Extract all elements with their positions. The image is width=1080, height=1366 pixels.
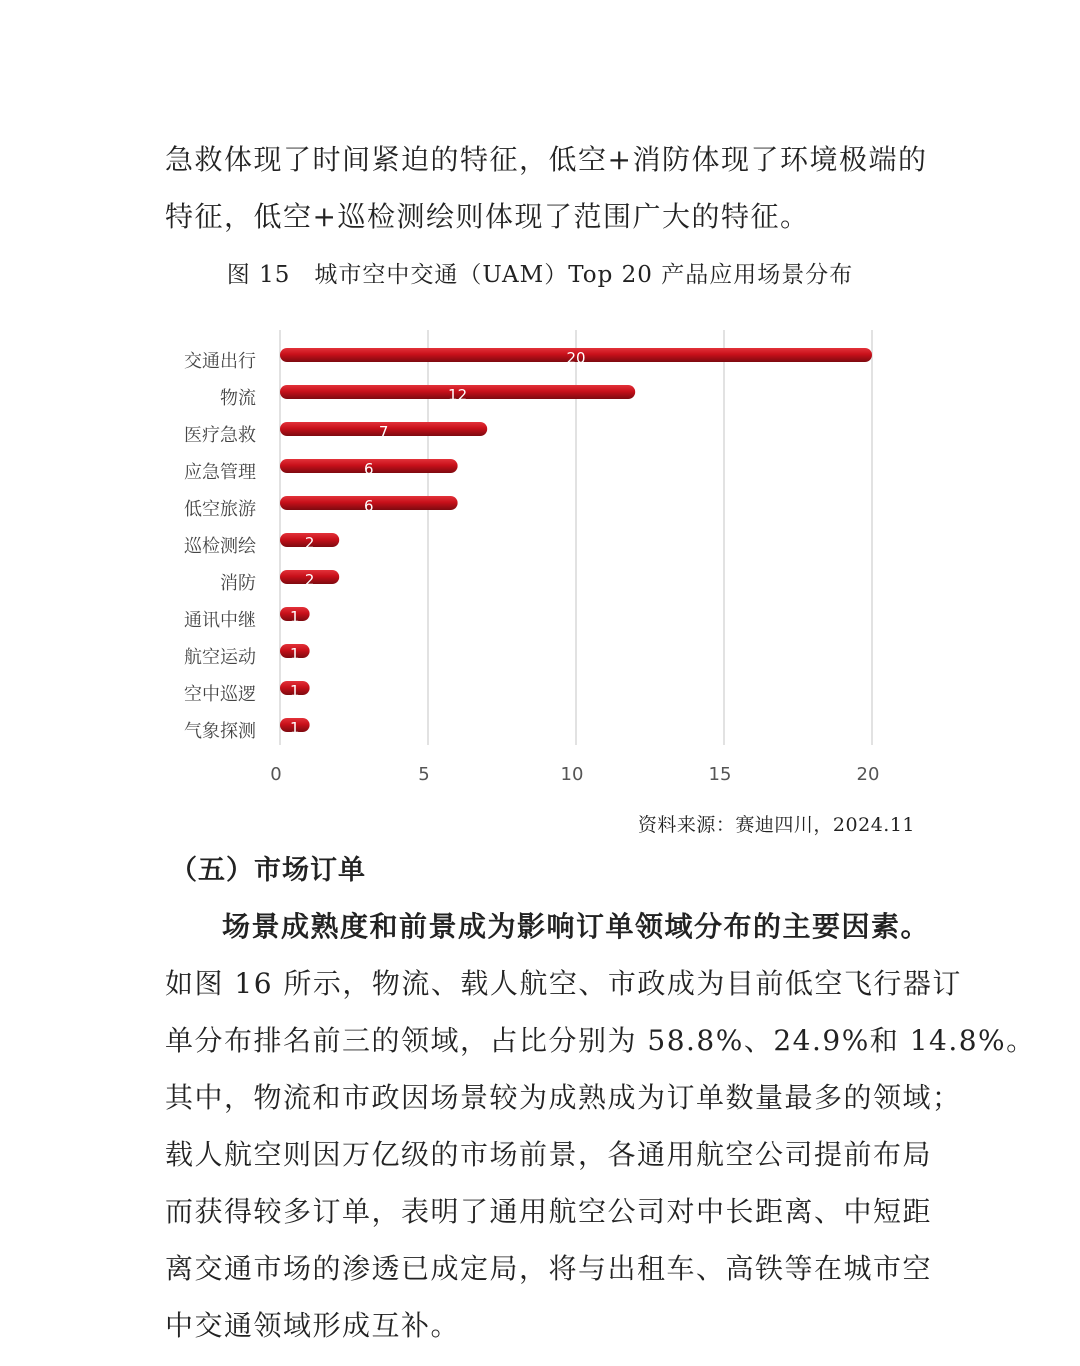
figure-caption: 图 15 城市空中交通（UAM）Top 20 产品应用场景分布 <box>226 262 854 288</box>
category-label: 空中巡逻 <box>184 684 256 705</box>
bar-value-label: 6 <box>364 460 374 478</box>
section-line-7: 中交通领域形成互补。 <box>165 1309 461 1342</box>
figure-source: 资料来源：赛迪四川，2024.11 <box>637 814 915 836</box>
x-tick-label: 15 <box>708 764 732 785</box>
section-line-6: 离交通市场的渗透已成定局，将与出租车、高铁等在城市空 <box>165 1252 933 1285</box>
category-label: 巡检测绘 <box>184 536 256 557</box>
category-label: 航空运动 <box>184 647 256 668</box>
bar-value-label: 2 <box>304 534 315 552</box>
bar-value-label: 7 <box>378 423 389 441</box>
section-line-3: 其中，物流和市政因场景较为成熟成为订单数量最多的领域； <box>165 1081 962 1114</box>
section-heading: （五）市场订单 <box>170 855 366 886</box>
section-line-2: 单分布排名前三的领域，占比分别为 58.8%、24.9%和 14.8%。 <box>165 1024 1036 1057</box>
x-tick-label: 20 <box>856 764 880 785</box>
category-label: 交通出行 <box>184 351 256 372</box>
intro-line-1: 急救体现了时间紧迫的特征，低空+消防体现了环境极端的 <box>165 143 928 176</box>
x-tick-label: 5 <box>418 764 430 785</box>
bar-value-label: 6 <box>364 497 374 515</box>
x-tick-label: 10 <box>560 764 584 785</box>
bar-value-label: 1 <box>290 645 300 663</box>
bar-value-label: 12 <box>448 386 468 404</box>
section-line-4: 载人航空则因万亿级的市场前景，各通用航空公司提前布局 <box>165 1138 933 1171</box>
bar-value-label: 20 <box>566 349 586 367</box>
x-tick-label: 0 <box>270 764 282 785</box>
bar-value-label: 2 <box>304 571 315 589</box>
category-label: 低空旅游 <box>184 499 256 520</box>
category-label: 气象探测 <box>184 721 256 742</box>
intro-line-2: 特征，低空+巡检测绘则体现了范围广大的特征。 <box>165 200 810 233</box>
bar-value-label: 1 <box>290 682 300 700</box>
section-line-1: 如图 16 所示，物流、载人航空、市政成为目前低空飞行器订 <box>165 967 962 1000</box>
category-label: 医疗急救 <box>184 425 256 446</box>
category-label: 消防 <box>220 573 256 594</box>
category-label: 物流 <box>220 388 256 409</box>
category-label: 应急管理 <box>184 462 256 483</box>
category-label: 通讯中继 <box>184 610 256 631</box>
bar-value-label: 1 <box>290 719 300 737</box>
bar-value-label: 1 <box>290 608 300 626</box>
section-lead: 场景成熟度和前景成为影响订单领域分布的主要因素。 <box>222 910 931 943</box>
section-line-5: 而获得较多订单，表明了通用航空公司对中长距离、中短距 <box>165 1195 933 1228</box>
